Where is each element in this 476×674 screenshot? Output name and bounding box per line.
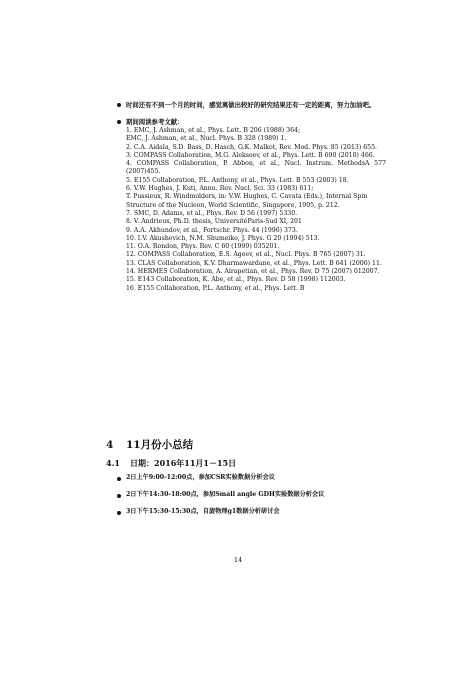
subsection-title: 日期：2016年11月1－15日 [130, 458, 237, 468]
reference-entry: 2. C.A. Aidala, S.D. Bass, D. Hasch, G.K. Malkot, Rev. Mod. Phys. 85 (2013) 655. [126, 143, 377, 151]
reference-entry: 6. V.W. Hughes, J. Kuti, Annu. Rev. Nucl. Sci. 33 (1983) 611; [126, 185, 314, 193]
bullet-icon [117, 103, 121, 107]
reference-entry: 7. SMC, D. Adams, et al., Phys. Rev. D 56 (1997) 5330. [126, 209, 298, 217]
reading-list-item [116, 117, 386, 293]
meeting-item [116, 508, 386, 525]
reference-entry: EMC, J. Ashman, et al., Nucl. Phys. B 328 (1989) 1. [126, 135, 287, 143]
reference-entry: Structure of the Nucleon, World Scientific, Singapore, 1995, p. 212. [126, 201, 340, 209]
reference-entry: 5. E155 Collaboration, P.L. Anthony, et al., Phys. Lett. B 553 (2003) 18. [126, 176, 349, 184]
meeting-item [116, 474, 386, 491]
meeting-item [116, 491, 386, 508]
reference-entry: 16. E155 Collaboration, P.L. Anthony, et al., Phys. Lett. B [126, 284, 305, 292]
reference-entry: T. Pussieux, R. Windmolders, in: V.W. Hughes, C. Cavata (Eds.), Internal Spin [126, 193, 368, 201]
bullet-icon [117, 494, 121, 498]
reference-entry: 8. V. Andrieux, Ph.D. thesis, UniversitéParis-Sud XI, 201 [126, 218, 302, 226]
page-number: 14 [233, 556, 243, 564]
subsection-heading [106, 458, 236, 469]
meeting-text: 3日下午15:30-15:30点，自旋物理g1数据分析研讨会 [126, 508, 280, 515]
reference-entry: 10. I.V. Akushevich, N.M. Shumeiko, J. Phys. G 20 (1994) 513. [126, 234, 320, 242]
reference-entry: 9. A.A. Akhundov, et al., Fortschr. Phys. 44 (1996) 373. [126, 226, 298, 234]
section-number: 4 [106, 439, 114, 451]
bullet-icon [117, 511, 121, 515]
section-heading [106, 437, 193, 452]
reading-list-heading: 期间阅读参考文献： [126, 118, 184, 126]
reference-entry: 15. E143 Collaboration, K. Abe, et al., Phys. Rev. D 58 (1998) 112003. [126, 276, 346, 284]
meeting-text: 2日下午14:30-18:00点，参加Small angle GDH实验数据分析会议 [126, 491, 325, 498]
reference-entry: 13. CLAS Collaboration, K.V. Dharmawardane, et al., Phys. Lett. B 641 (2006) 11. [126, 259, 382, 267]
reference-entry: 4. COMPASS Collaboration, P. Abbon, et al., Nucl. Instrum. MethodsA 577 (2007)455. [126, 160, 386, 176]
reference-entry: 11. O.A. Rondon, Phys. Rev. C 60 (1999) 035201. [126, 243, 280, 251]
reference-entry: 1. EMC, J. Ashman, et al., Phys. Lett. B 206 (1988) 364; [126, 127, 301, 134]
progress-note-text: 时间还有不到一个月的时间，感觉离做出较好的研究结果还有一定的距离，努力加油吧。 [126, 101, 376, 109]
meeting-list [116, 474, 386, 525]
subsection-number: 4.1 [106, 458, 120, 468]
reference-list [126, 127, 386, 293]
page-content [116, 100, 386, 293]
meeting-text: 2日上午9:00-12:00点，参加CSR实验数据分析会议 [126, 474, 275, 481]
bullet-icon [117, 477, 121, 481]
bullet-icon [117, 120, 121, 124]
reference-entry: 14. HERMES Collaboration, A. Airapetian, et al., Phys. Rev. D 75 (2007) 012007. [126, 268, 380, 276]
reference-entry: 12. COMPASS Collaboration, E.S. Ageev, et al., Nucl. Phys. B 765 (2007) 31. [126, 251, 366, 259]
section-title: 11月份小总结 [126, 439, 194, 451]
progress-note-item [116, 100, 386, 110]
reference-entry: 3. COMPASS Collaboration, M.G. Alekseev, et al., Phys. Lett. B 690 (2010) 466. [126, 151, 375, 159]
